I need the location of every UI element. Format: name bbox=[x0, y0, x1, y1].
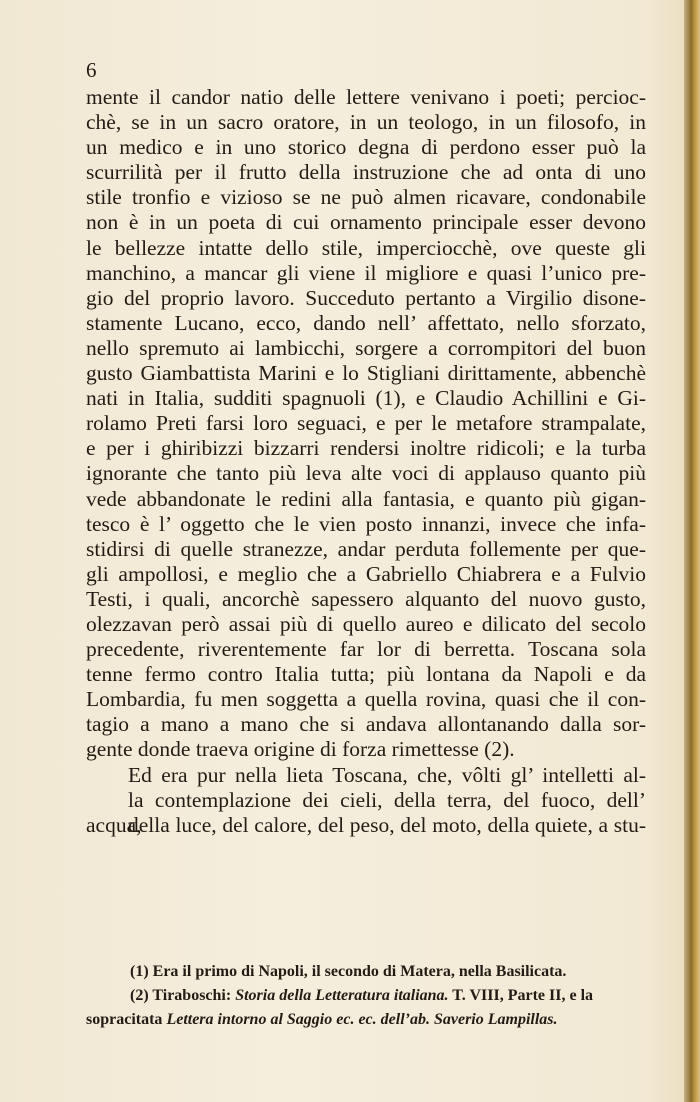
page-number: 6 bbox=[86, 58, 97, 82]
footnote-1: (1) Era il primo di Napoli, il secondo di Matera, nella Basilicata. bbox=[130, 963, 567, 980]
text-line: gli ampollosi, e meglio che a Gabriello Chiabrera e a Fulvio bbox=[86, 561, 646, 586]
footnotes bbox=[86, 960, 646, 1032]
paragraph-2 bbox=[86, 763, 646, 838]
text-line: rolamo Preti farsi loro seguaci, e per le metafore strampalate, bbox=[86, 411, 646, 436]
text-line: olezzavan però assai più di quello aureo e dilicato del secolo bbox=[86, 611, 646, 636]
text-line: nello spremuto ai lambicchi, sorgere a corrompitori del buon bbox=[86, 335, 646, 360]
text-line: e per i ghiribizzi bizzarri rendersi inoltre ridicoli; e la turba bbox=[86, 436, 646, 461]
text-line: della luce, del calore, del peso, del moto, della quiete, a stu- bbox=[128, 812, 646, 837]
footnote-2-prefix: (2) Tiraboschi: bbox=[130, 987, 236, 1004]
text-line: un medico e in uno storico degna di perdono esser può la bbox=[86, 135, 646, 160]
text-line: non è in un poeta di cui ornamento principale esser devono bbox=[86, 210, 646, 235]
text-line: le bellezze intatte dello stile, imperciocchè, ove queste gli bbox=[86, 235, 646, 260]
text-line: gio del proprio lavoro. Succeduto pertanto a Virgilio disone- bbox=[86, 285, 646, 310]
page-edge bbox=[684, 0, 700, 1102]
text-line: stamente Lucano, ecco, dando nell’ affettato, nello sforzato, bbox=[86, 310, 646, 335]
text-line: gente donde traeva origine di forza rimettesse (2). bbox=[86, 737, 515, 762]
text-line: gusto Giambattista Marini e lo Stigliani dirittamente, abbenchè bbox=[86, 361, 646, 386]
footnote-2 bbox=[86, 984, 646, 1032]
text-line: Testi, i quali, ancorchè sapessero alquanto del nuovo gusto, bbox=[86, 586, 646, 611]
text-line: Ed era pur nella lieta Toscana, che, vôlti gl’ intelletti al- bbox=[128, 762, 646, 787]
text-line: precedente, riverentemente far lor di berretta. Toscana sola bbox=[86, 637, 646, 662]
text-line: ignorante che tanto più leva alte voci di applauso quanto più bbox=[86, 461, 646, 486]
main-text bbox=[86, 85, 646, 838]
text-line: mente il candor natio delle lettere venivano i poeti; percioc- bbox=[86, 85, 646, 109]
text-line: tagio a mano a mano che si andava allontanando dalla sor- bbox=[86, 712, 646, 737]
text-line: tesco è l’ oggetto che le vien posto innanzi, invece che infa- bbox=[86, 511, 646, 536]
text-line: Lombardia, fu men soggetta a quella rovina, quasi che il con- bbox=[86, 687, 646, 712]
footnote-2-title: Storia della Letteratura italiana. bbox=[235, 987, 449, 1004]
text-line: chè, se in un sacro oratore, in un teologo, in un filosofo, in bbox=[86, 110, 646, 135]
text-line: la contemplazione dei cieli, della terra, del fuoco, dell’ acqua, bbox=[86, 787, 646, 837]
text-line: tenne fermo contro Italia tutta; più lontana da Napoli e da bbox=[86, 662, 646, 687]
paragraph-1 bbox=[86, 85, 646, 763]
text-line: nati in Italia, sudditi spagnuoli (1), e Claudio Achillini e Gi- bbox=[86, 386, 646, 411]
text-line: manchino, a mancar gli viene il migliore e quasi l’unico pre- bbox=[86, 260, 646, 285]
text-line: vede abbandonate le redini alla fantasia, e quanto più gigan- bbox=[86, 486, 646, 511]
footnote-2-middle: T. VIII, Parte II, e la sopracitata bbox=[86, 987, 594, 1028]
text-line: scurrilità per il frutto della instruzione che ad onta di uno bbox=[86, 160, 646, 185]
text-line: stidirsi di quelle stranezze, andar perduta follemente per que- bbox=[86, 536, 646, 561]
footnote-2-title2: Lettera intorno al Saggio ec. ec. dell’ab. Saverio Lampillas. bbox=[166, 1011, 558, 1028]
text-line: stile tronfio e vizioso se ne può almen ricavare, condonabile bbox=[86, 185, 646, 210]
